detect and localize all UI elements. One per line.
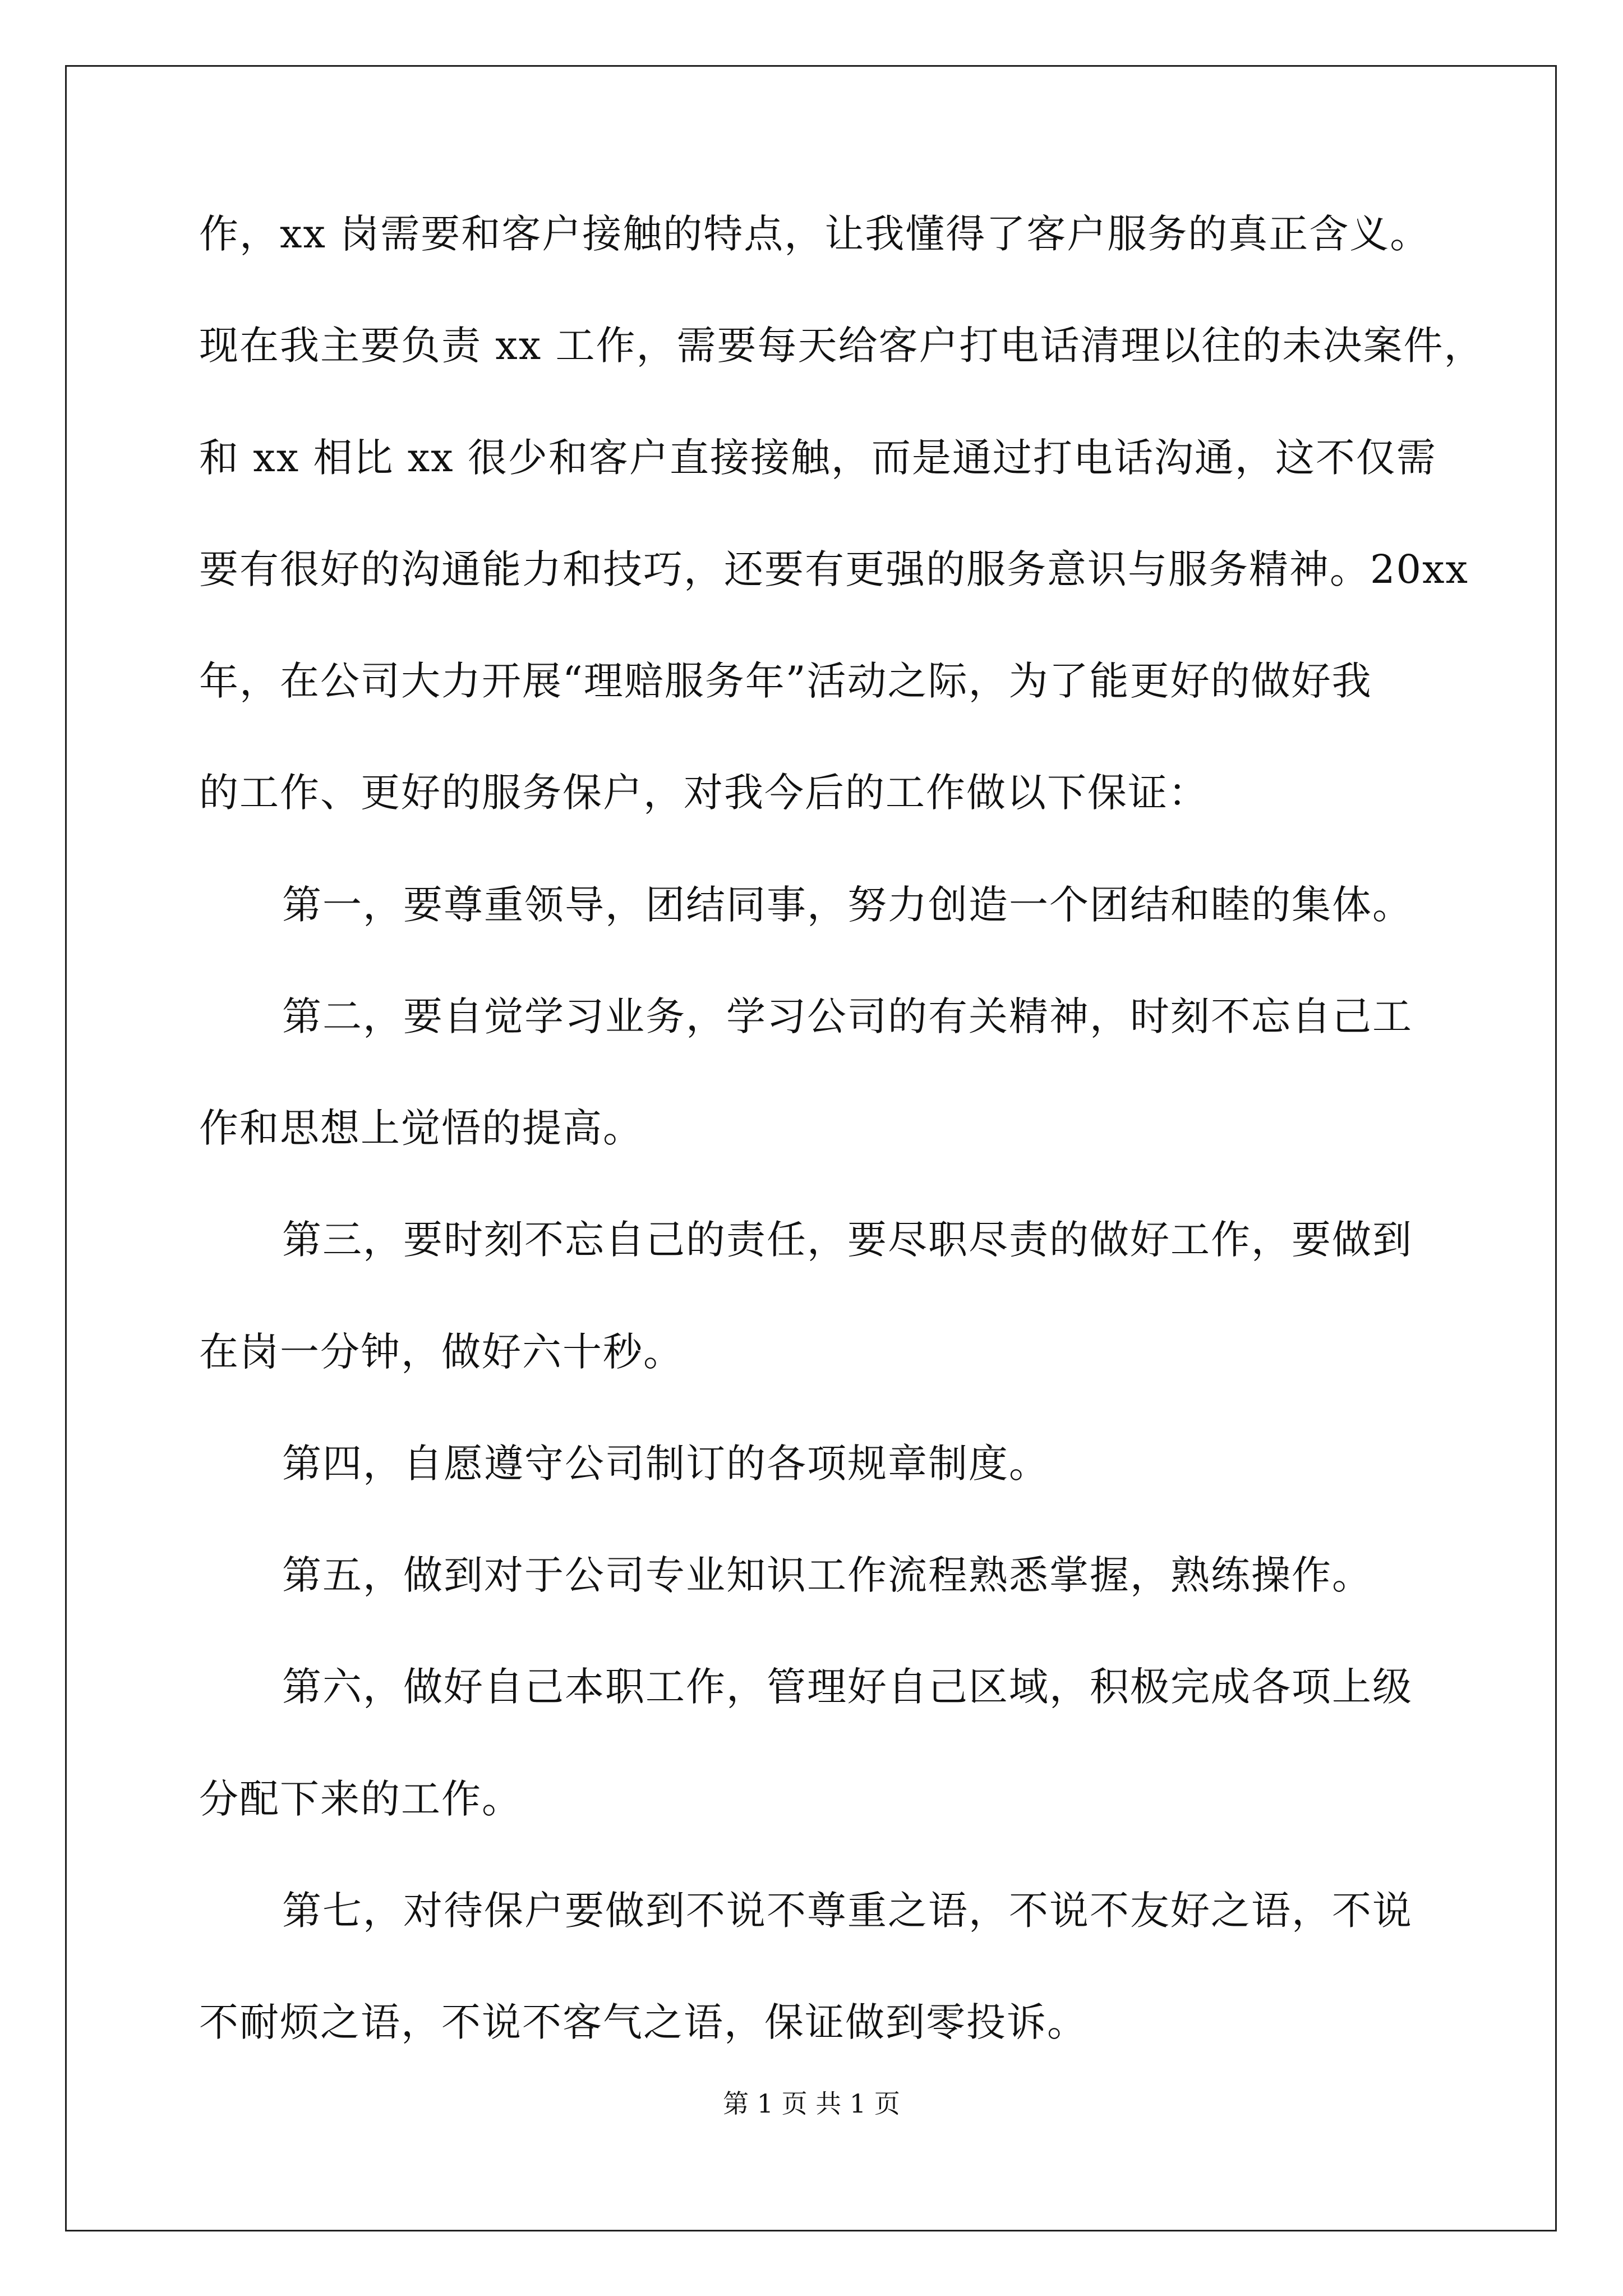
text-line: 要有很好的沟通能力和技巧，还要有更强的服务意识与服务精神。20xx xyxy=(199,546,1469,592)
paragraph-item-3: 第三，要时刻不忘自己的责任，要尽职尽责的做好工作，要做到 xyxy=(282,1217,1413,1263)
text-line: 作，xx 岗需要和客户接触的特点，让我懂得了客户服务的真正含义。 xyxy=(199,211,1431,257)
paragraph-item-4: 第四，自愿遵守公司制订的各项规章制度。 xyxy=(282,1441,1049,1487)
text-line: 和 xx 相比 xx 很少和客户直接接触，而是通过打电话沟通，这不仅需 xyxy=(199,435,1437,481)
text-line: 年，在公司大力开展“理赔服务年”活动之际，为了能更好的做好我 xyxy=(199,658,1372,704)
paragraph-item-1: 第一，要尊重领导，团结同事，努力创造一个团结和睦的集体。 xyxy=(282,882,1413,928)
text-line: 不耐烦之语，不说不客气之语，保证做到零投诉。 xyxy=(199,1999,1087,2045)
paragraph-item-6: 第六，做好自己本职工作，管理好自己区域，积极完成各项上级 xyxy=(282,1664,1413,1710)
text-line: 的工作、更好的服务保户，对我今后的工作做以下保证： xyxy=(199,770,1209,816)
text-line: 在岗一分钟，做好六十秒。 xyxy=(199,1329,684,1375)
paragraph-item-7: 第七，对待保户要做到不说不尊重之语，不说不友好之语，不说 xyxy=(282,1888,1413,1934)
paragraph-item-2: 第二，要自觉学习业务，学习公司的有关精神，时刻不忘自己工 xyxy=(282,993,1413,1039)
page-number-footer: 第 1 页 共 1 页 xyxy=(723,2088,900,2119)
text-line: 分配下来的工作。 xyxy=(199,1776,522,1822)
paragraph-item-5: 第五，做到对于公司专业知识工作流程熟悉掌握，熟练操作。 xyxy=(282,1552,1372,1598)
text-line: 作和思想上觉悟的提高。 xyxy=(199,1105,643,1151)
text-line: 现在我主要负责 xx 工作，需要每天给客户打电话清理以往的未决案件， xyxy=(199,323,1484,369)
